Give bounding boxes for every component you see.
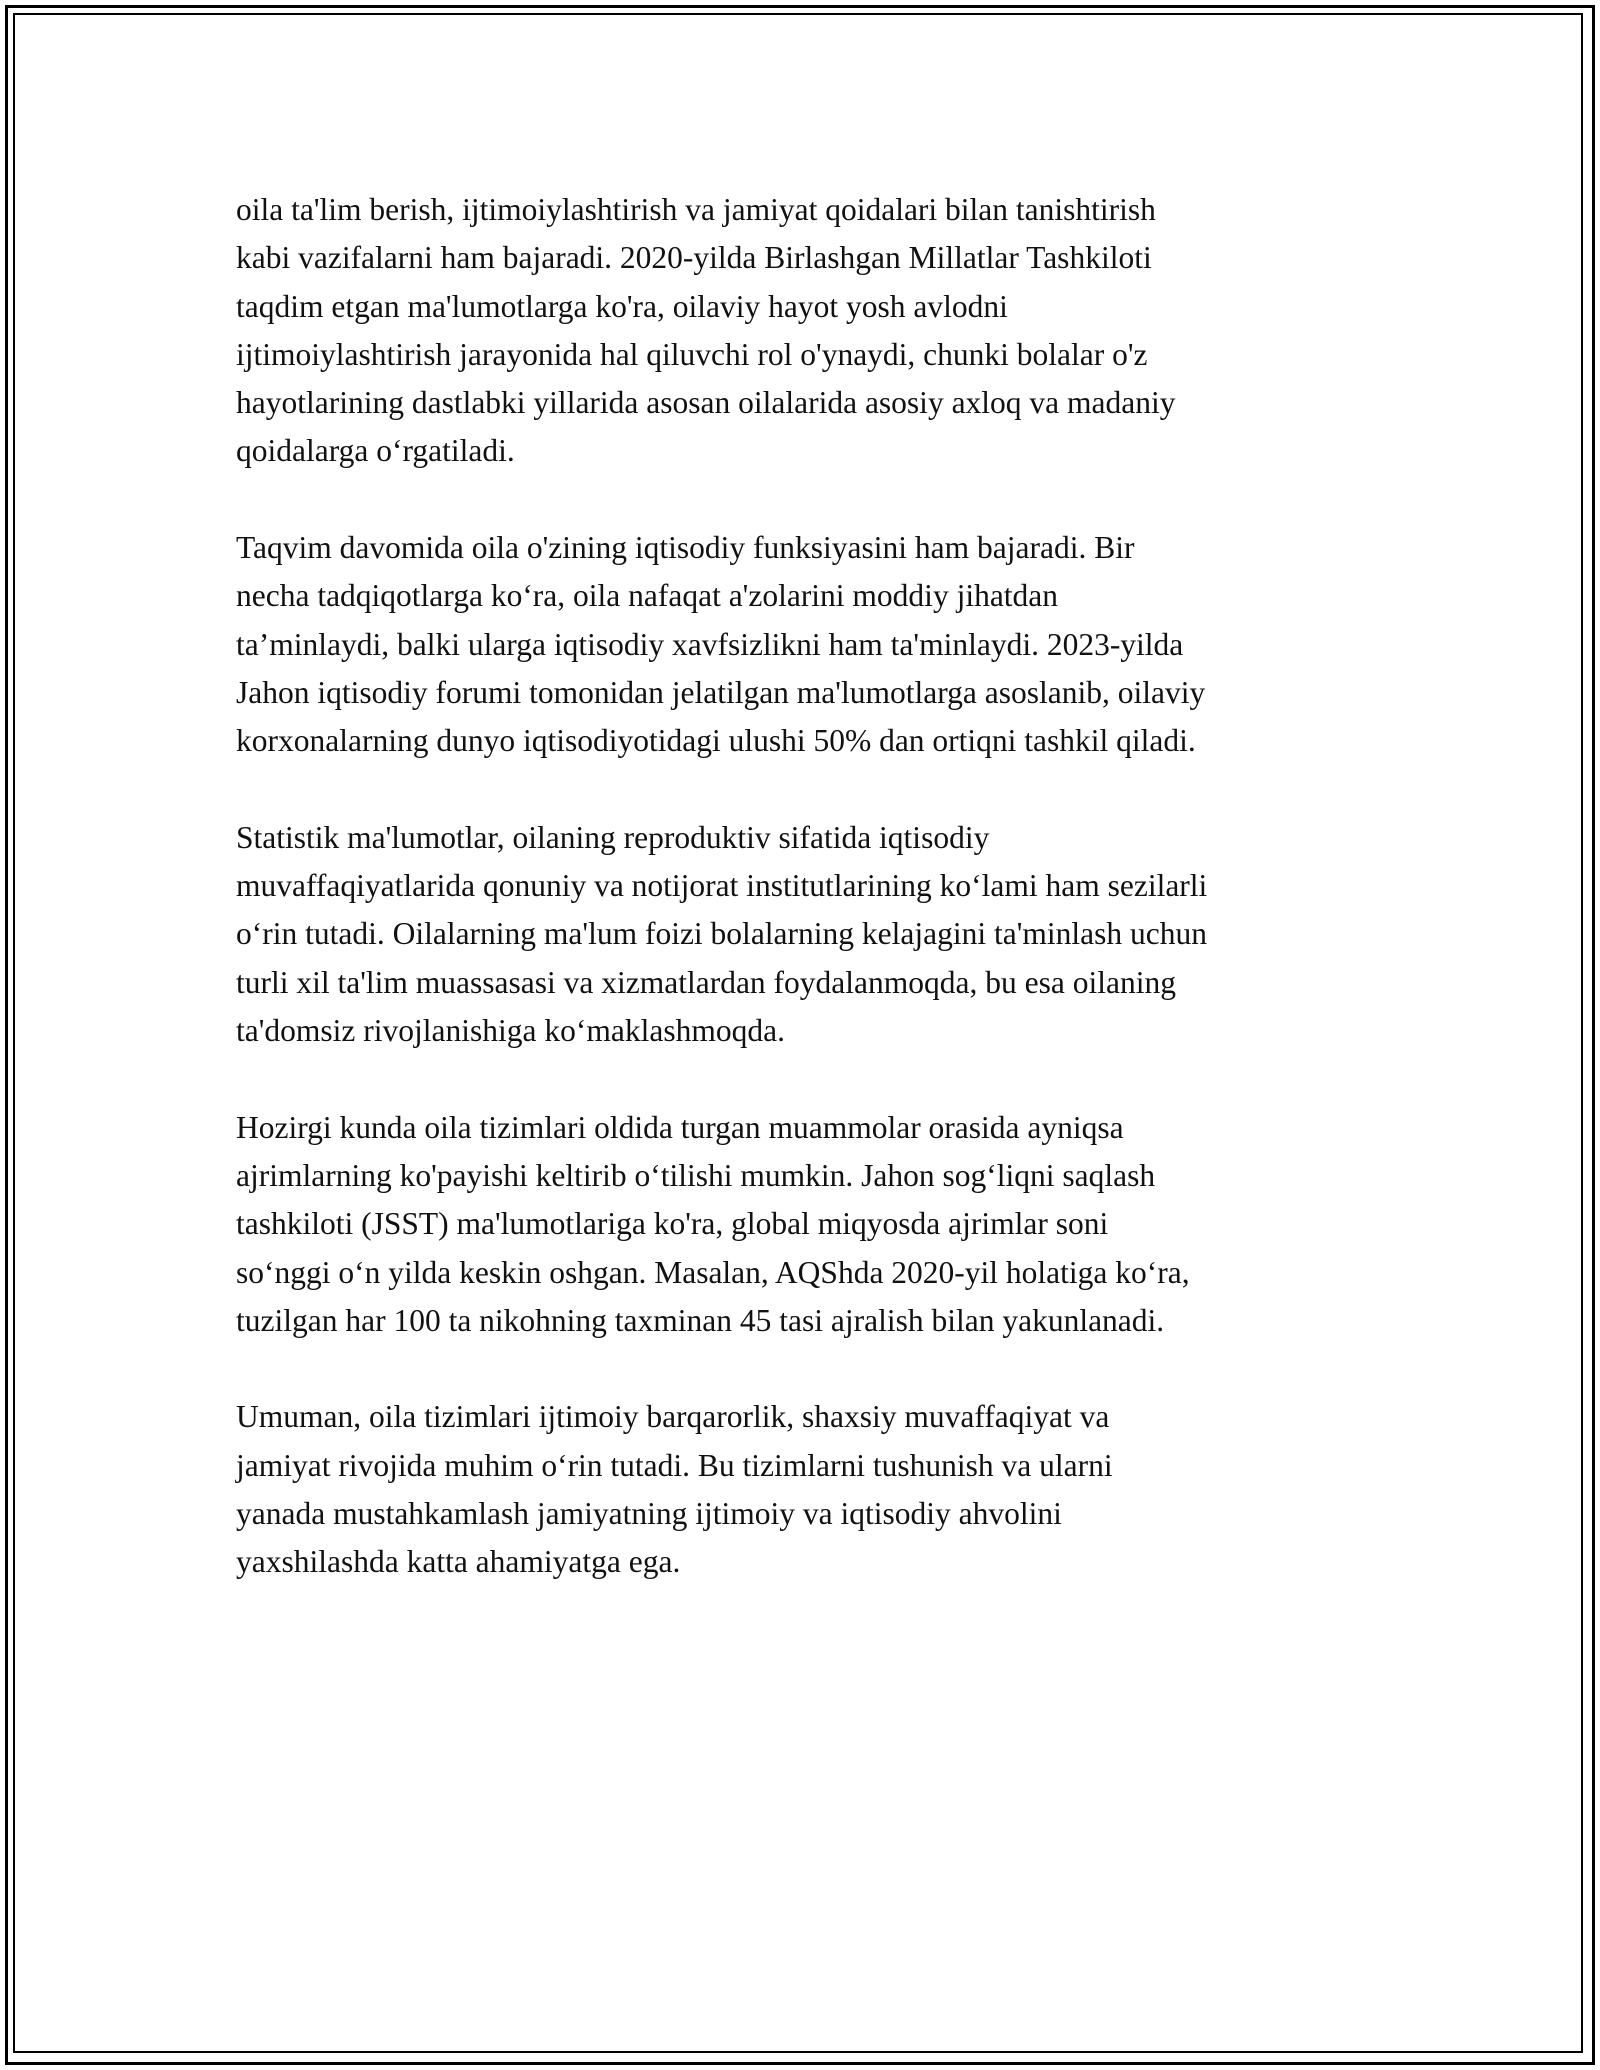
text-line: yanada mustahkamlash jamiyatning ijtimoiy va iqtisodiy ahvolini	[236, 1496, 1062, 1532]
text-line: Hozirgi kunda oila tizimlari oldida turgan muammolar orasida ayniqsa	[236, 1109, 1124, 1145]
text-line: ajrimlarning ko'payishi keltirib o‘tilishi mumkin. Jahon sog‘liqni saqlash	[236, 1157, 1156, 1193]
paragraph-3	[236, 814, 1376, 1055]
text-line: jamiyat rivojida muhim o‘rin tutadi. Bu tizimlarni tushunish va ularni	[236, 1447, 1113, 1483]
text-line: qoidalarga o‘rgatiladi.	[236, 433, 515, 469]
text-line: tashkiloti (JSST) ma'lumotlariga ko'ra, global miqyosda ajrimlar soni	[236, 1206, 1109, 1242]
text-line: necha tadqiqotlarga ko‘ra, oila nafaqat a'zolarini moddiy jihatdan	[236, 578, 1059, 614]
paragraph-4	[236, 1104, 1376, 1345]
paragraph-2	[236, 524, 1376, 765]
text-line: taqdim etgan ma'lumotlarga ko'ra, oilaviy hayot yosh avlodni	[236, 288, 1008, 324]
text-line: ta’minlaydi, balki ularga iqtisodiy xavfsizlikni ham ta'minlaydi. 2023-yilda	[236, 626, 1184, 662]
text-line: Statistik ma'lumotlar, oilaning reproduktiv sifatida iqtisodiy	[236, 819, 990, 855]
text-line: ta'domsiz rivojlanishiga ko‘maklashmoqda.	[236, 1013, 785, 1049]
paragraph-1	[236, 186, 1376, 476]
text-line: oila ta'lim berish, ijtimoiylashtirish va jamiyat qoidalari bilan tanishtirish	[236, 192, 1156, 227]
text-line: yaxshilashda katta ahamiyatga ega.	[236, 1544, 681, 1580]
text-line: korxonalarning dunyo iqtisodiyotidagi ulushi 50% dan ortiqni tashkil qiladi.	[236, 723, 1196, 759]
text-line: muvaffaqiyatlarida qonuniy va notijorat institutlarining ko‘lami ham sezilarli	[236, 868, 1208, 904]
text-line: Jahon iqtisodiy forumi tomonidan jelatilgan ma'lumotlarga asoslanib, oilaviy	[236, 674, 1206, 710]
text-line: tuzilgan har 100 ta nikohning taxminan 45 tasi ajralish bilan yakunlanadi.	[236, 1302, 1165, 1338]
text-line: o‘rin tutadi. Oilalarning ma'lum foizi bolalarning kelajagini ta'minlash uchun	[236, 916, 1207, 952]
document-body	[236, 186, 1376, 1635]
text-line: Taqvim davomida oila o'zining iqtisodiy funksiyasini ham bajaradi. Bir	[236, 530, 1135, 566]
text-line: kabi vazifalarni ham bajaradi. 2020-yilda Birlashgan Millatlar Tashkiloti	[236, 240, 1152, 276]
text-line: so‘nggi o‘n yilda keskin oshgan. Masalan, AQShda 2020-yil holatiga ko‘ra,	[236, 1254, 1190, 1290]
text-line: turli xil ta'lim muassasasi va xizmatlardan foydalanmoqda, bu esa oilaning	[236, 964, 1176, 1000]
text-line: ijtimoiylashtirish jarayonida hal qiluvchi rol o'ynaydi, chunki bolalar o'z	[236, 336, 1148, 372]
text-line: Umuman, oila tizimlari ijtimoiy barqarorlik, shaxsiy muvaffaqiyat va	[236, 1399, 1110, 1435]
paragraph-5	[236, 1393, 1376, 1586]
text-line: hayotlarining dastlabki yillarida asosan oilalarida asosiy axloq va madaniy	[236, 385, 1176, 421]
